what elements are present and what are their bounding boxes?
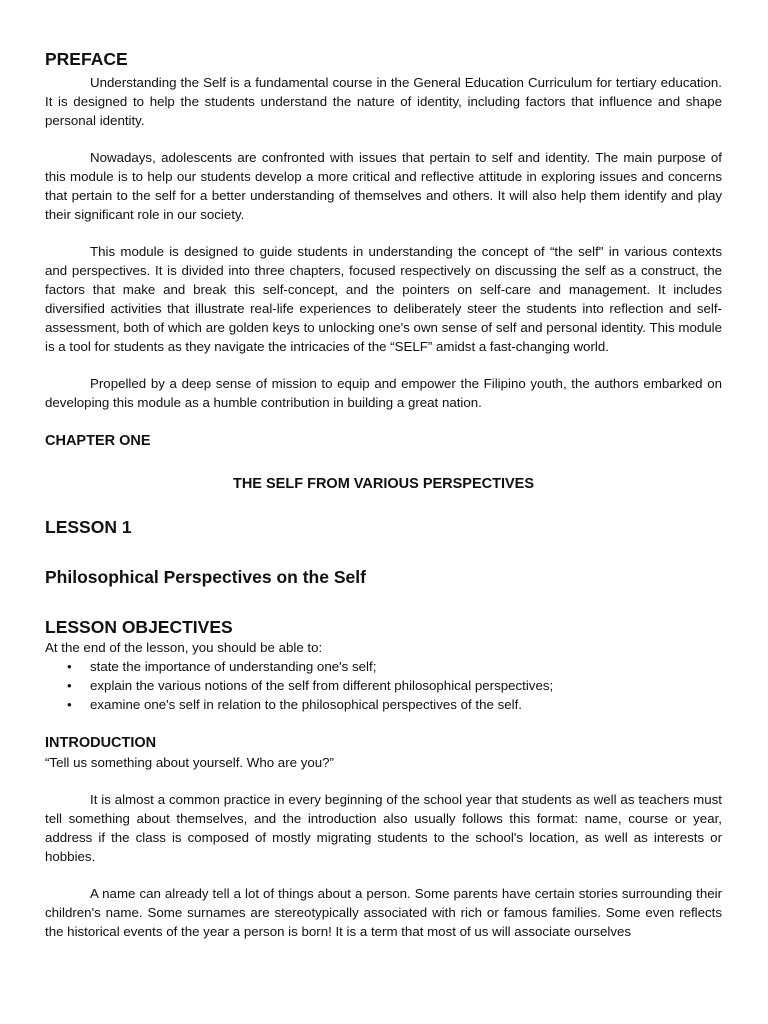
preface-paragraph-1: Understanding the Self is a fundamental course in the General Education Curriculum for tertiary education. It is designed to help the students understand the nature of identity, including factors that influence and shape personal identity. — [45, 75, 722, 128]
objectives-heading: LESSON OBJECTIVES — [45, 617, 233, 637]
list-item: • explain the various notions of the self from different philosophical perspectives; — [45, 676, 722, 695]
objectives-list — [45, 657, 722, 714]
list-item: • state the importance of understanding one's self; — [45, 657, 722, 676]
preface-paragraph-3: This module is designed to guide students in understanding the concept of “the self" in various contexts and perspectives. It is divided into three chapters, focused respectively on discussing the self as a construct, the factors that make and break this self-concept, and the pointers on self-care and management. It includes diversified activities that illustrate real-life experiences to deliberately steer the students into reflection and self-assessment, both of which are golden keys to unlocking one's own sense of self and personal identity. This module is a tool for students as they navigate the intricacies of the “SELF” amidst a fast-changing world. — [45, 244, 722, 354]
preface-heading: PREFACE — [45, 49, 128, 69]
lesson-title: Philosophical Perspectives on the Self — [45, 567, 366, 587]
introduction-paragraph-2: A name can already tell a lot of things about a person. Some parents have certain stories surrounding their children's name. Some surnames are stereotypically associated with rich or famous families. Some even reflects the historical events of the year a person is born! It is a term that most of us will associate ourselves — [45, 886, 722, 939]
introduction-heading: INTRODUCTION — [45, 735, 157, 751]
list-item: • examine one's self in relation to the philosophical perspectives of the self. — [45, 695, 722, 714]
introduction-quote: “Tell us something about yourself. Who are you?” — [45, 755, 334, 770]
document-page — [45, 48, 722, 941]
introduction-paragraph-1: It is almost a common practice in every beginning of the school year that students as well as teachers must tell something about themselves, and the introduction also usually follows this format: name, course or year, address if the class is composed of mostly migrating students to the school's location, as well as interests or hobbies. — [45, 792, 722, 864]
objectives-intro: At the end of the lesson, you should be able to: — [45, 640, 323, 655]
chapter-title: THE SELF FROM VARIOUS PERSPECTIVES — [232, 476, 535, 492]
chapter-label: CHAPTER ONE — [45, 433, 151, 449]
preface-paragraph-4: Propelled by a deep sense of mission to equip and empower the Filipino youth, the authors embarked on developing this module as a humble contribution in building a great nation. — [45, 376, 722, 410]
preface-paragraph-2: Nowadays, adolescents are confronted with issues that pertain to self and identity. The main purpose of this module is to help our students develop a more critical and reflective attitude in exploring issues and concerns that pertain to the self for a better understanding of themselves and others. It will also help them identify and play their significant role in our society. — [45, 150, 722, 222]
lesson-label: LESSON 1 — [45, 517, 132, 537]
